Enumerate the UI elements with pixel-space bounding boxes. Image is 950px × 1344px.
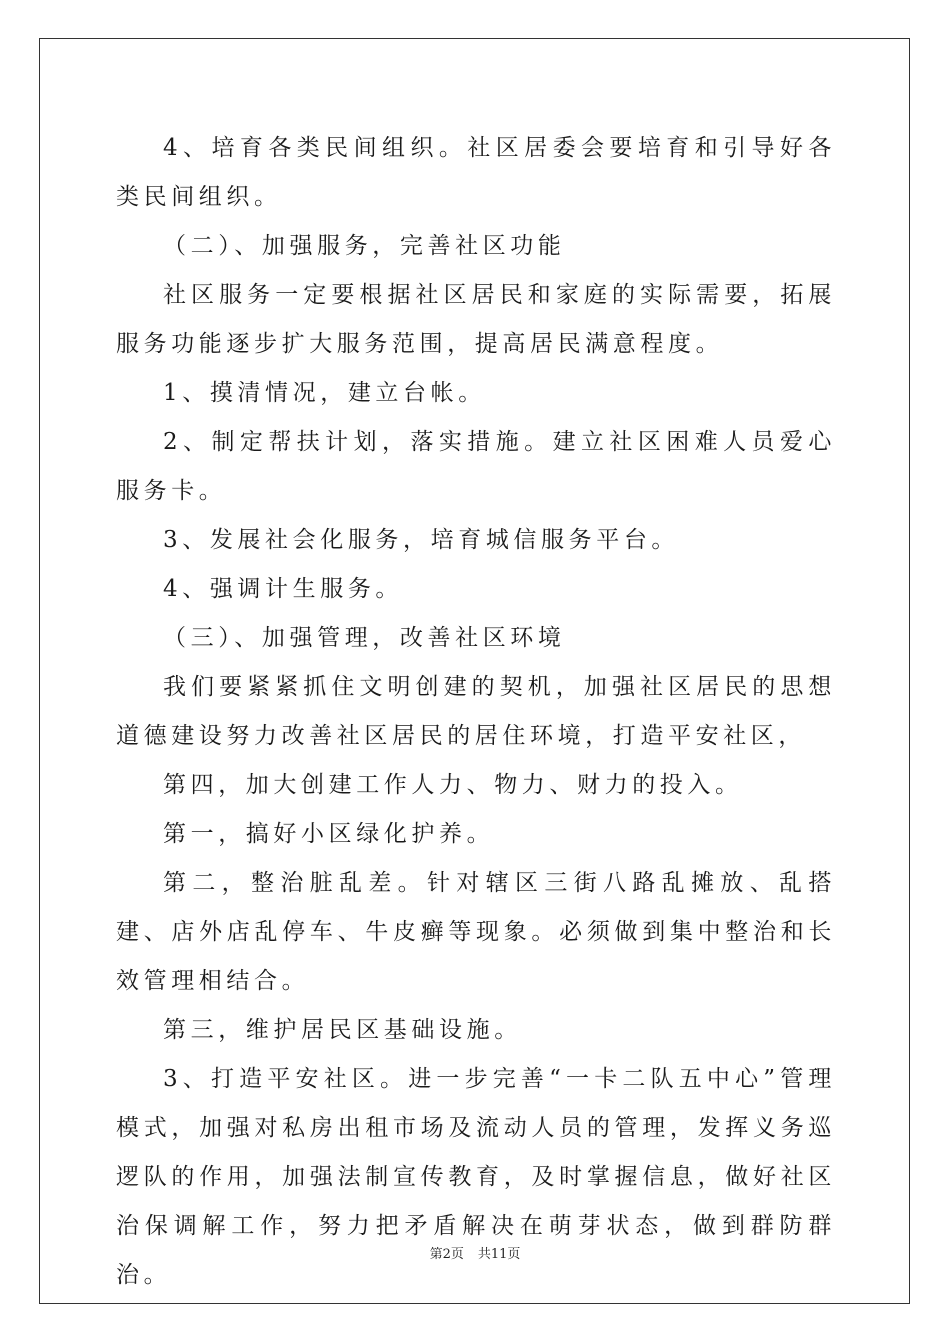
document-body <box>116 124 836 1300</box>
page-number: 第2页 <box>429 1247 464 1262</box>
paragraph-11: 第一，搞好小区绿化护养。 <box>163 821 495 847</box>
paragraph-7: 4、强调计生服务。 <box>163 576 404 602</box>
paragraph-3: 社区服务一定要根据社区居民和家庭的实际需要，拓展服务功能逐步扩大服务范围，提高居民满意程度。 <box>116 282 836 357</box>
paragraph-4: 1、摸清情况，建立台帐。 <box>163 380 486 406</box>
paragraph-14: 3、打造平安社区。进一步完善“一卡二队五中心”管理模式，加强对私房出租市场及流动人员的管理，发挥义务巡逻队的作用，加强法制宣传教育，及时掌握信息，做好社区治保调解工作，努力把矛盾解决在萌芽状态，做到群防群治。 <box>116 1066 836 1288</box>
page-total: 共11页 <box>477 1247 521 1262</box>
section-heading-2: （二）、加强服务，完善社区功能 <box>163 233 566 259</box>
paragraph-12: 第二，整治脏乱差。针对辖区三街八路乱摊放、乱搭建、店外店乱停车、牛皮癣等现象。必须做到集中整治和长效管理相结合。 <box>116 870 836 994</box>
paragraph-6: 3、发展社会化服务，培育城信服务平台。 <box>163 527 680 553</box>
paragraph-1: 4、培育各类民间组织。社区居委会要培育和引导好各类民间组织。 <box>116 135 836 210</box>
paragraph-9: 我们要紧紧抓住文明创建的契机，加强社区居民的思想道德建设努力改善社区居民的居住环境，打造平安社区， <box>116 674 836 749</box>
paragraph-13: 第三，维护居民区基础设施。 <box>163 1017 522 1043</box>
paragraph-10: 第四，加大创建工作人力、物力、财力的投入。 <box>163 772 743 798</box>
page-footer <box>0 1246 950 1264</box>
section-heading-3: （三）、加强管理，改善社区环境 <box>163 625 566 651</box>
paragraph-5: 2、制定帮扶计划，落实措施。建立社区困难人员爱心服务卡。 <box>116 429 836 504</box>
